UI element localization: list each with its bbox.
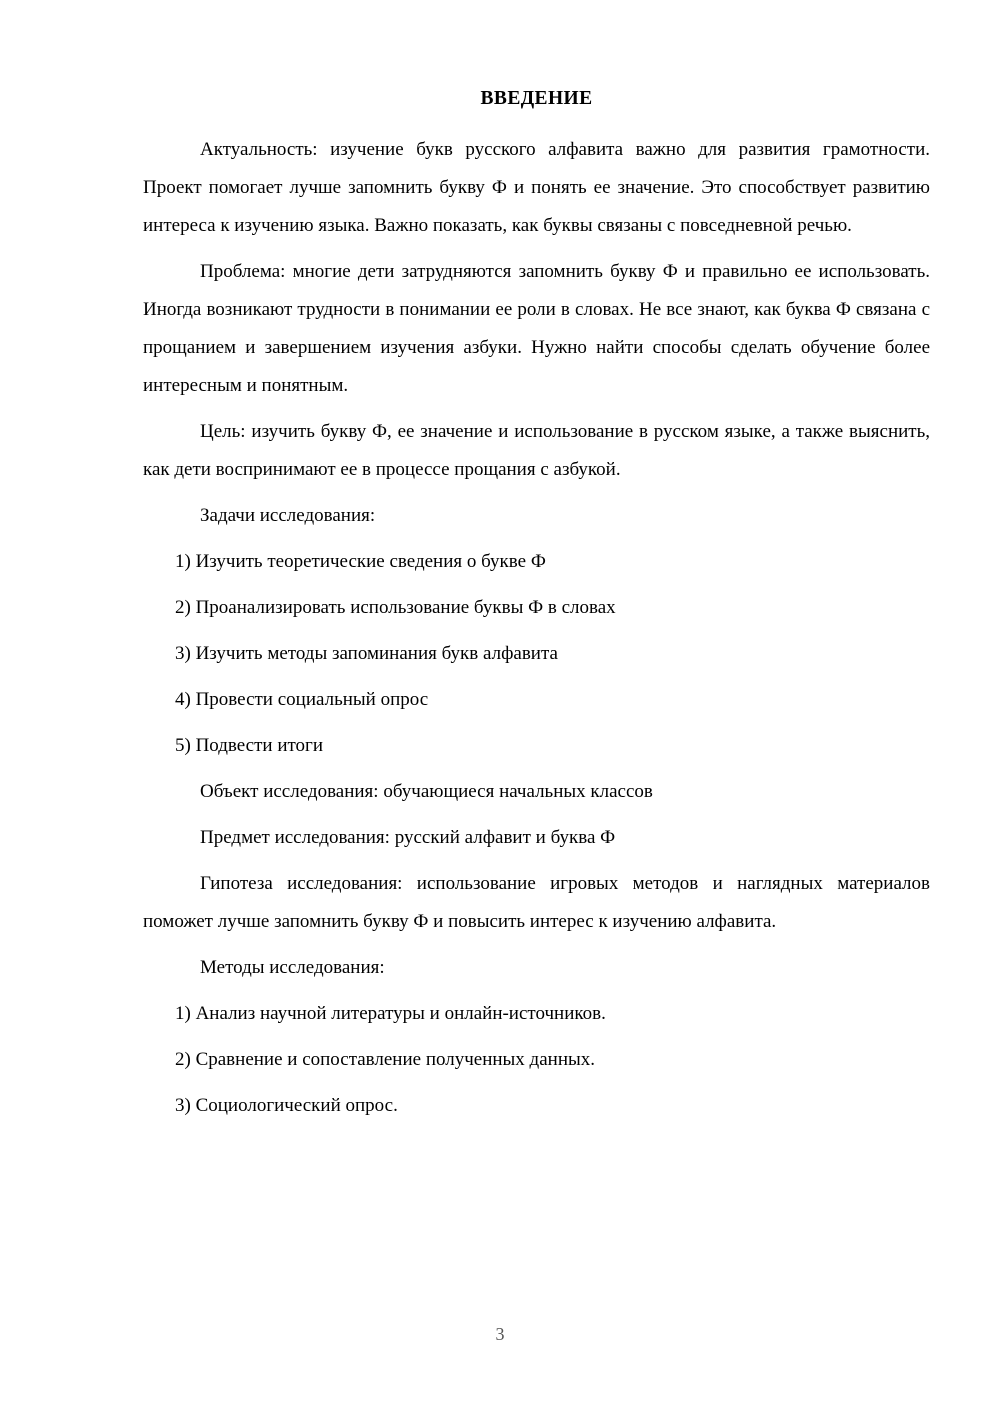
research-object: Объект исследования: обучающиеся начальных классов — [200, 781, 653, 803]
method-item-1: 1) Анализ научной литературы и онлайн-источников. — [175, 1003, 606, 1025]
task-item-3: 3) Изучить методы запоминания букв алфавита — [175, 643, 558, 665]
page-number: 3 — [495, 1324, 505, 1344]
page-title: ВВЕДЕНИЕ — [480, 88, 593, 109]
paragraph-goal: Цель: изучить букву Ф, ее значение и использование в русском языке, а также выяснить, как дети воспринимают ее в процессе прощания с азбукой. — [143, 421, 930, 481]
methods-label: Методы исследования: — [200, 957, 385, 979]
tasks-label: Задачи исследования: — [200, 505, 376, 527]
research-subject: Предмет исследования: русский алфавит и буква Ф — [200, 827, 616, 849]
task-item-2: 2) Проанализировать использование буквы Ф в словах — [175, 597, 616, 619]
task-item-4: 4) Провести социальный опрос — [175, 689, 429, 711]
page-content — [143, 86, 930, 1133]
paragraph-hypothesis: Гипотеза исследования: использование игровых методов и наглядных материалов поможет лучше запомнить букву Ф и повысить интерес к изучению алфавита. — [143, 873, 930, 933]
paragraph-relevance: Актуальность: изучение букв русского алфавита важно для развития грамотности. Проект помогает лучше запомнить букву Ф и понять ее значение. Это способствует развитию интереса к изучению языка. Важно показать, как буквы связаны с повседневной речью. — [143, 139, 930, 237]
method-item-2: 2) Сравнение и сопоставление полученных данных. — [175, 1049, 596, 1071]
task-item-5: 5) Подвести итоги — [175, 735, 324, 757]
method-item-3: 3) Социологический опрос. — [175, 1095, 398, 1117]
task-item-1: 1) Изучить теоретические сведения о букве Ф — [175, 551, 546, 573]
paragraph-problem: Проблема: многие дети затрудняются запомнить букву Ф и правильно ее использовать. Иногда возникают трудности в понимании ее роли в словах. Не все знают, как буква Ф связана с прощанием и завершением изучения азбуки. Нужно найти способы сделать обучение более интересным и понятным. — [143, 261, 930, 397]
